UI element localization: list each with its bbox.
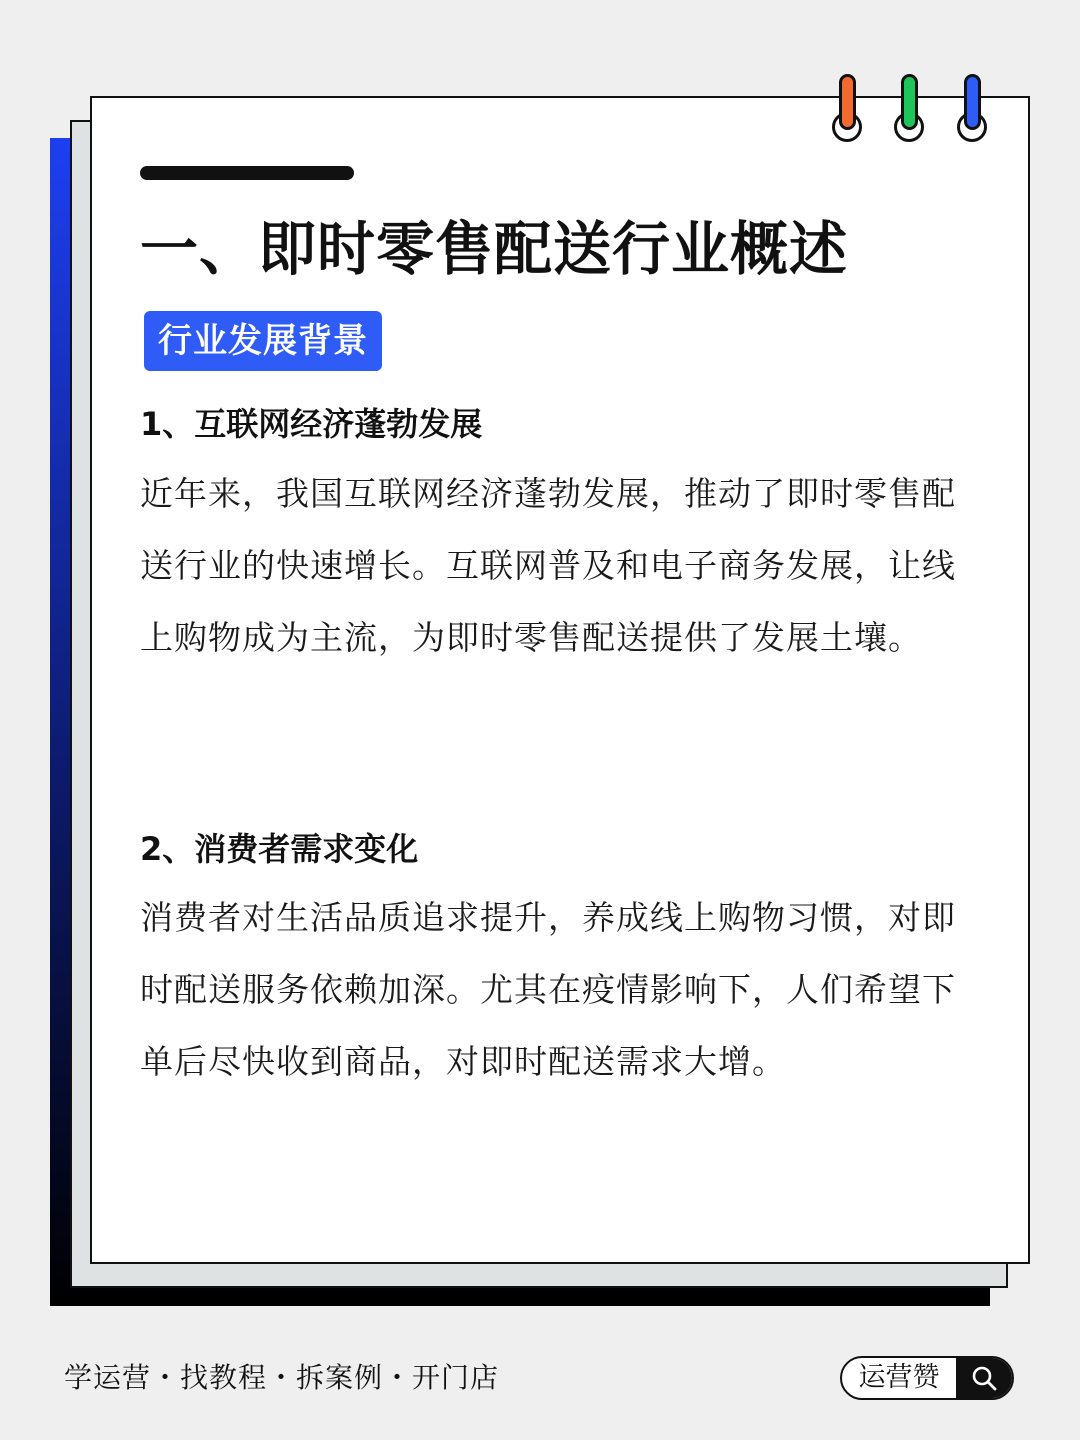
section-body-1: 近年来，我国互联网经济蓬勃发展，推动了即时零售配送行业的快速增长。互联网普及和电子商务发展，让线上购物成为主流，为即时零售配送提供了发展土壤。 — [140, 474, 956, 657]
binder-clip-orange — [839, 74, 856, 130]
search-label: 运营赞 — [858, 1362, 940, 1393]
footer-tagline: 学运营・找教程・拆案例・开门店 — [64, 1361, 500, 1394]
binder-clip-green — [901, 74, 918, 130]
binder-clip-blue — [964, 74, 981, 130]
section-badge: 行业发展背景 — [144, 311, 382, 371]
section-heading-1: 1、互联网经济蓬勃发展 — [140, 405, 483, 443]
search-icon — [970, 1364, 998, 1392]
search-button[interactable] — [956, 1358, 1012, 1398]
section-body-2: 消费者对生活品质追求提升，养成线上购物习惯，对即时配送服务依赖加深。尤其在疫情影响下，人们希望下单后尽快收到商品，对即时配送需求大增。 — [140, 898, 956, 1081]
page-title: 一、即时零售配送行业概述 — [140, 215, 849, 283]
section-heading-2: 2、消费者需求变化 — [140, 830, 419, 868]
decorative-bar — [140, 166, 354, 180]
search-box[interactable] — [840, 1356, 1014, 1400]
